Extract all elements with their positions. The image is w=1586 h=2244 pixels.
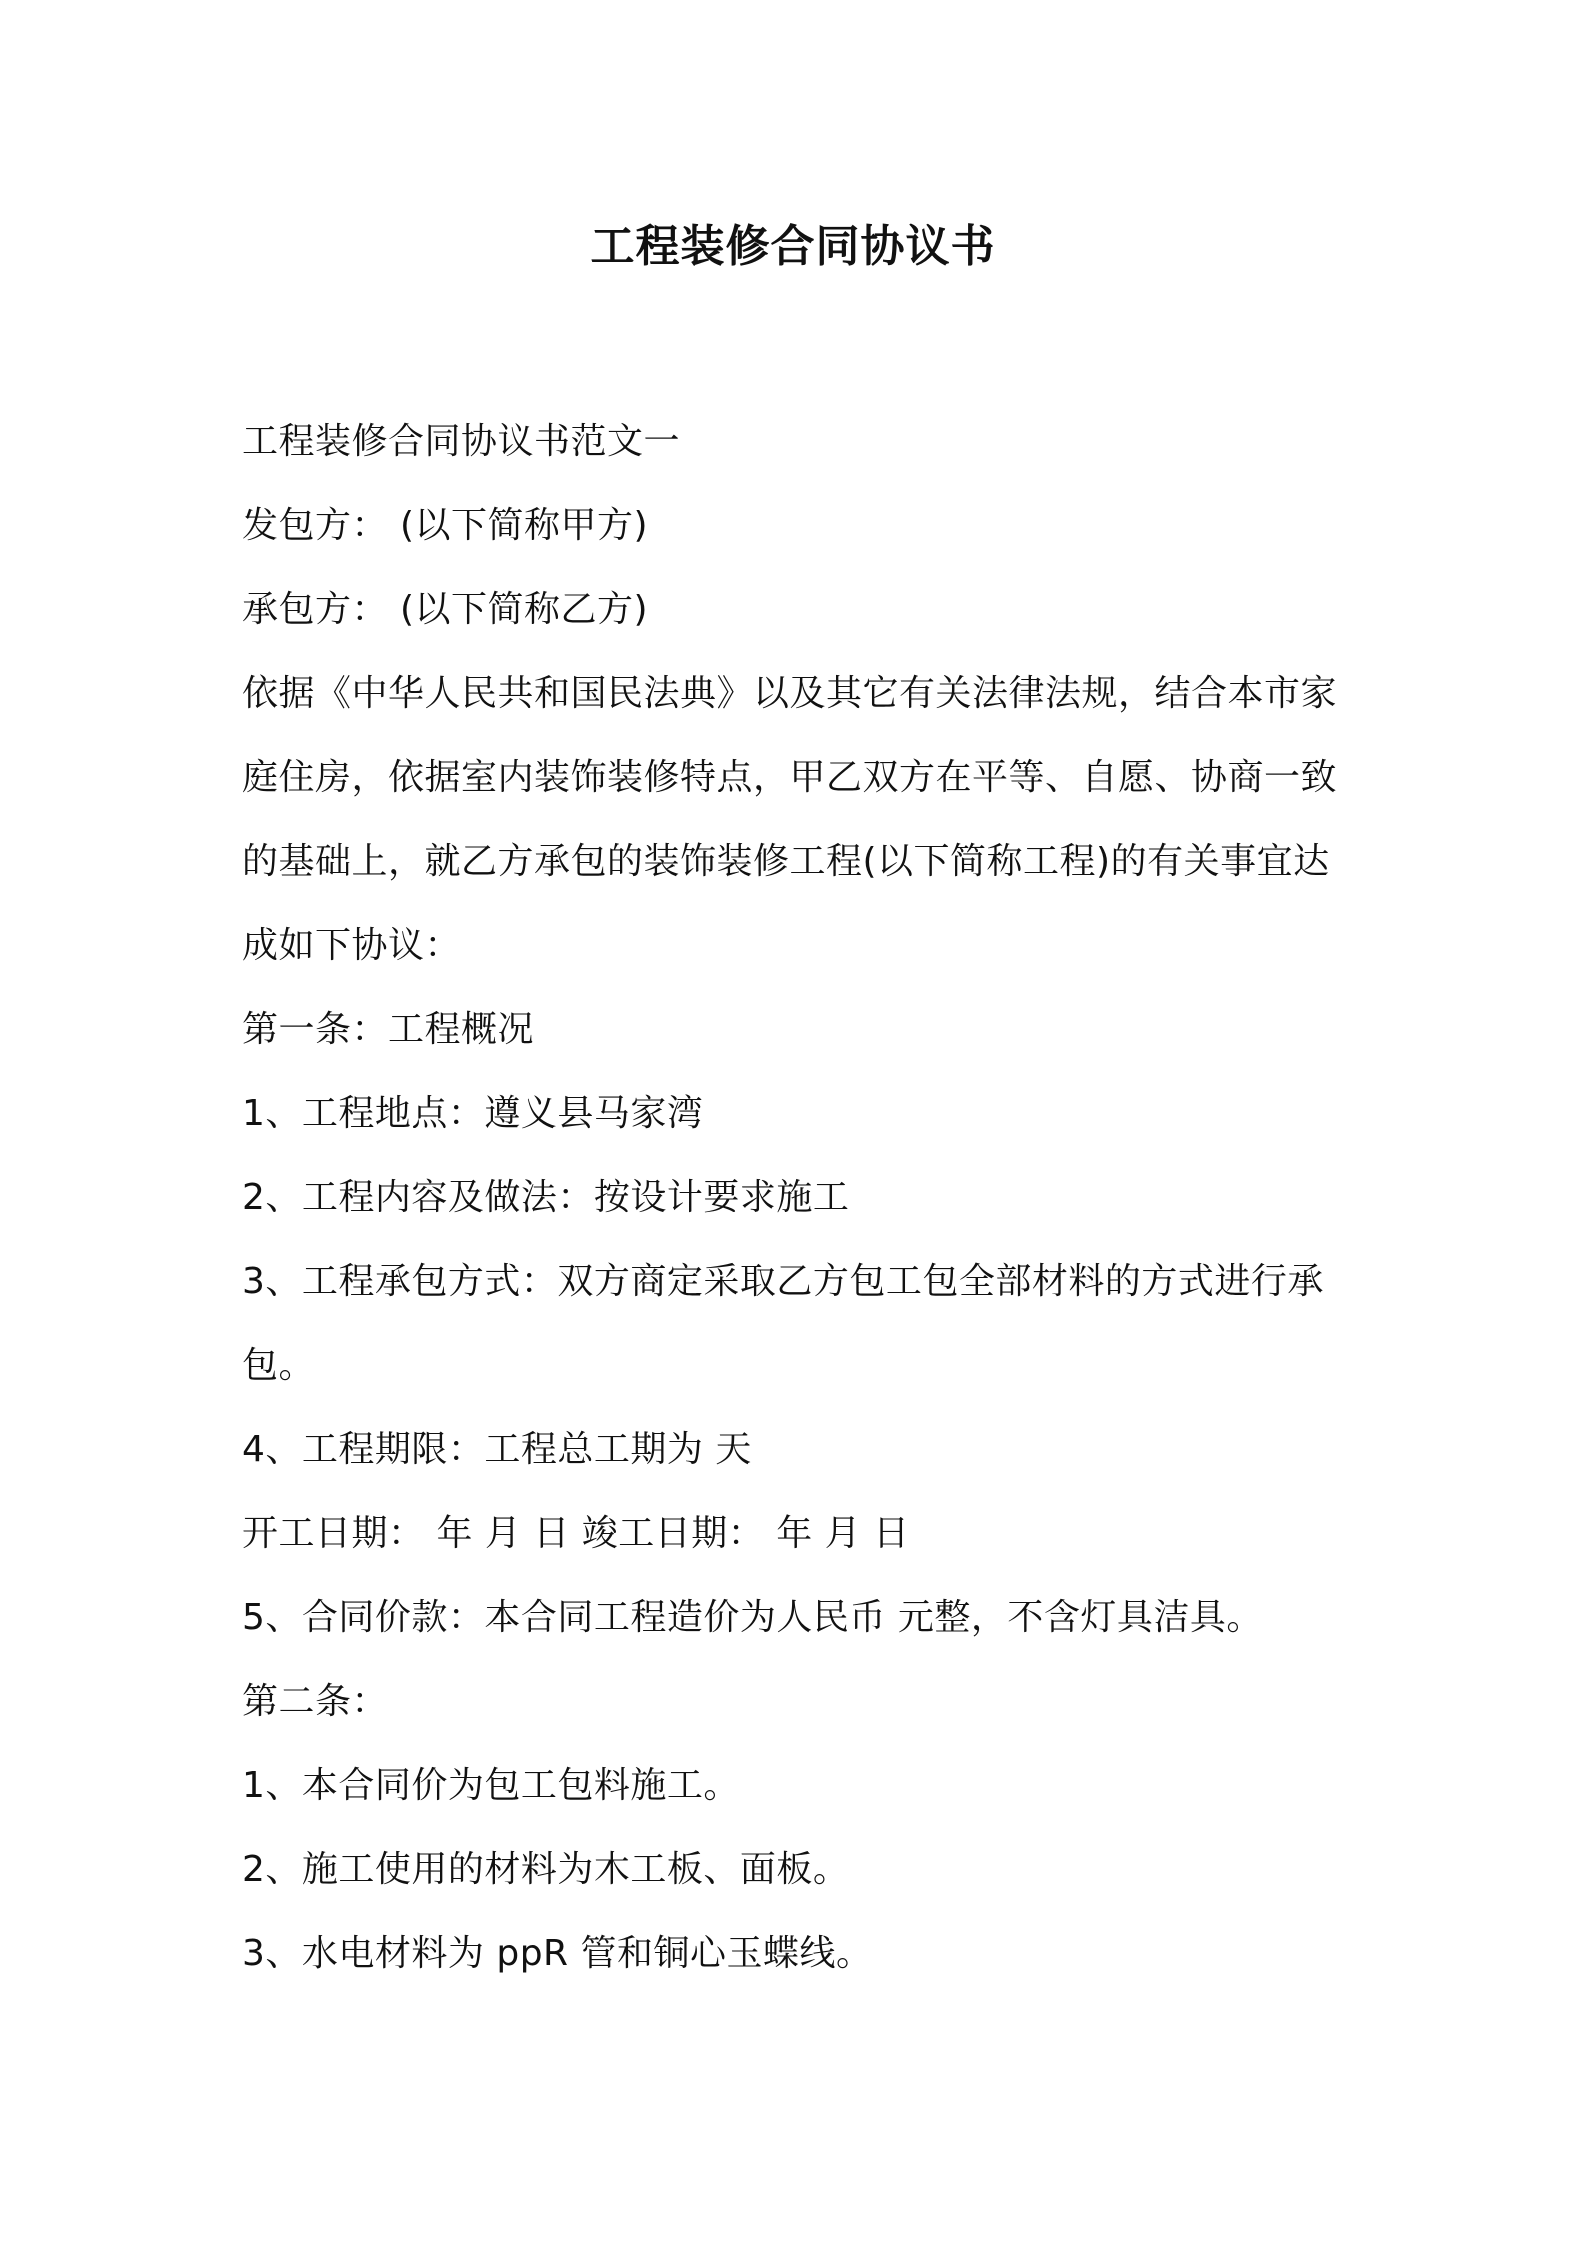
clause-method: 3、工程承包方式：双方商定采取乙方包工包全部材料的方式进行承 [242, 1261, 1324, 1302]
document-title: 工程装修合同协议书 [590, 221, 996, 272]
paragraph-line: 依据《中华人民共和国民法典》以及其它有关法律法规，结合本市家 [242, 673, 1338, 714]
article-one-heading: 第一条：工程概况 [242, 1009, 535, 1050]
document-body [242, 400, 1362, 1996]
section-heading: 工程装修合同协议书范文一 [242, 421, 681, 462]
clause-content: 2、工程内容及做法：按设计要求施工 [242, 1177, 850, 1218]
clause-method-continued: 包。 [242, 1345, 316, 1386]
clause-dates: 开工日期： 年 月 日 竣工日期： 年 月 日 [242, 1513, 910, 1554]
clause-duration: 4、工程期限：工程总工期为 天 [242, 1429, 752, 1470]
clause-price: 5、合同价款：本合同工程造价为人民币 元整，不含灯具洁具。 [242, 1597, 1263, 1638]
clause-item: 3、水电材料为 ppR 管和铜心玉蝶线。 [242, 1933, 873, 1974]
paragraph-line: 庭住房，依据室内装饰装修特点，甲乙双方在平等、自愿、协商一致 [242, 757, 1338, 798]
article-two-heading: 第二条： [242, 1681, 389, 1722]
paragraph-line: 成如下协议： [242, 925, 462, 966]
clause-location: 1、工程地点：遵义县马家湾 [242, 1093, 704, 1134]
paragraph-line: 的基础上，就乙方承包的装饰装修工程(以下简称工程)的有关事宜达 [242, 841, 1330, 882]
clause-item: 2、施工使用的材料为木工板、面板。 [242, 1849, 850, 1890]
party-a-line: 发包方： (以下简称甲方) [242, 505, 649, 546]
party-b-line: 承包方： (以下简称乙方) [242, 589, 649, 630]
clause-item: 1、本合同价为包工包料施工。 [242, 1765, 740, 1806]
